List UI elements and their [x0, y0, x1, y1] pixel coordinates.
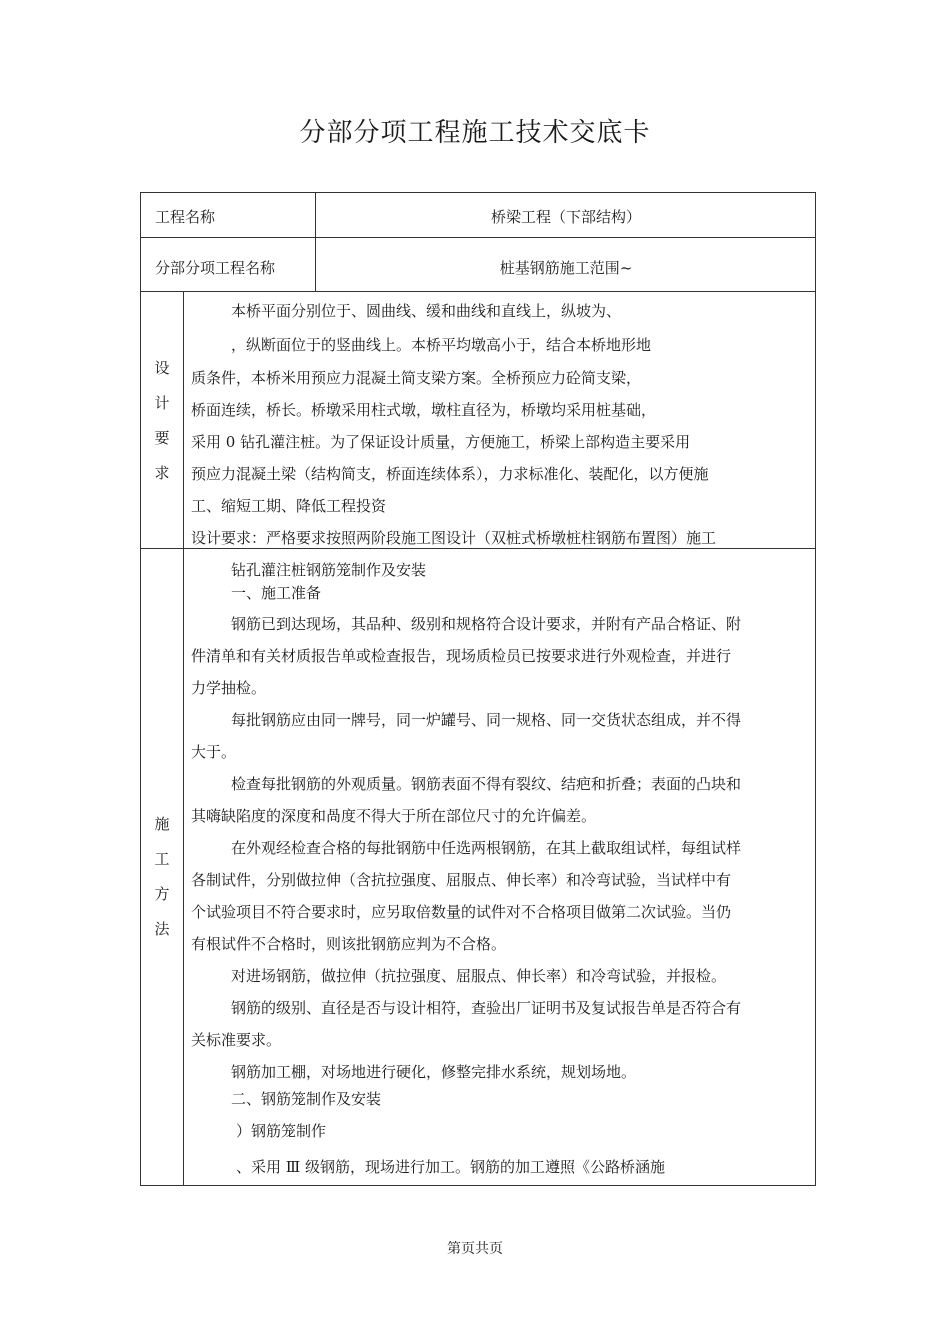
method-text-line: 钢筋已到达现场，其品种、级别和规格符合设计要求，并附有产品合格证、附: [231, 615, 742, 633]
method-text-line: 其嗨缺陷度的深度和咼度不得大于所在部位尺寸的允许偏差。: [191, 807, 597, 825]
disclosure-table: [140, 192, 816, 1186]
method-text-line: 件清单和有关材质报告单或检查报告，现场质检员已按要求进行外观检查，并进行: [191, 647, 732, 665]
design-text-line: 工、缩短工期、降低工程投资: [191, 497, 387, 515]
method-text-line: 对进场钢筋，做拉伸（抗拉强度、屈服点、伸长率）和冷弯试验，并报检。: [231, 967, 727, 985]
method-text-line: 大于。: [191, 743, 237, 761]
sub-project-label: 分部分项工程名称: [155, 259, 276, 277]
method-text-line: 钢筋加工棚，对场地进行硬化，修整完排水系统，规划场地。: [231, 1063, 637, 1081]
design-text-line: 质条件，本桥米用预应力混凝土简支梁方案。全桥预应力砼简支梁，: [191, 369, 642, 387]
method-section-heading: 二、钢筋笼制作及安装: [231, 1090, 382, 1108]
method-text-line: 各制试件，分别做拉伸（含抗拉强度、屈服点、伸长率）和冷弯试验，当试样中有: [191, 871, 732, 889]
method-text-line: 个试验项目不符合要求时，应另取倍数量的试件对不合格项目做第二次试验。当仍: [191, 903, 732, 921]
design-text-line: ，纵断面位于的竖曲线上。本桥平均墩高小于，结合本桥地形地: [231, 336, 652, 354]
method-subheading: ）钢筋笼制作: [236, 1122, 327, 1140]
project-name-value: 桥梁工程（下部结构）: [490, 208, 641, 226]
method-text-line: 、采用 Ⅲ 级钢筋，现场进行加工。钢筋的加工遵照《公路桥涵施: [236, 1158, 666, 1176]
method-text-line: 力学抽检。: [191, 679, 267, 697]
design-text-line: 桥面连续，桥长。桥墩采用柱式墩，墩柱直径为，桥墩均采用桩基础，: [191, 401, 657, 419]
design-text-line: 预应力混凝土梁（结构简支，桥面连续体系），力求标准化、装配化，以方便施: [191, 465, 709, 483]
sub-project-value: 桩基钢筋施工范围~: [499, 259, 633, 277]
row-divider: [141, 237, 815, 238]
project-name-label: 工程名称: [155, 208, 216, 226]
method-text-line: 有根试件不合格时，则该批钢筋应判为不合格。: [191, 935, 507, 953]
method-text-line: 在外观经检查合格的每批钢筋中任选两根钢筋，在其上截取组试样，每组试样: [231, 839, 742, 857]
row-divider: [141, 548, 815, 549]
method-text-line: 钢筋的级别、直径是否与设计相符，查验出厂证明书及复试报告单是否符合有: [231, 999, 742, 1017]
method-text-line: 检查每批钢筋的外观质量。钢筋表面不得有裂纹、结疤和折叠；表面的凸块和: [231, 775, 742, 793]
page-footer: 第页共页: [447, 1241, 503, 1257]
method-text-line: 每批钢筋应由同一牌号，同一炉罐号、同一规格、同一交货状态组成，并不得: [231, 711, 742, 729]
method-text-line: 关标准要求。: [191, 1031, 282, 1049]
design-text-line: 本桥平面分别位于、圆曲线、缓和曲线和直线上，纵坡为、: [231, 302, 622, 320]
row-divider: [141, 291, 815, 292]
method-section-heading: 一、施工准备: [231, 584, 322, 602]
construction-method-label: 施 工 方 法: [154, 815, 170, 938]
design-requirement-line: 设计要求：严格要求按照两阶段施工图设计（双桩式桥墩桩柱钢筋布置图）施工: [191, 529, 717, 547]
method-heading: 钻孔灌注桩钢筋笼制作及安装: [231, 561, 427, 579]
design-text-line: 采用 0 钻孔灌注桩。为了保证设计质量，方便施工，桥梁上部构造主要采用: [191, 433, 691, 451]
page-title: 分部分项工程施工技术交底卡: [299, 118, 651, 148]
column-divider: [183, 291, 184, 1185]
design-requirements-label: 设 计 要 求: [154, 359, 170, 482]
